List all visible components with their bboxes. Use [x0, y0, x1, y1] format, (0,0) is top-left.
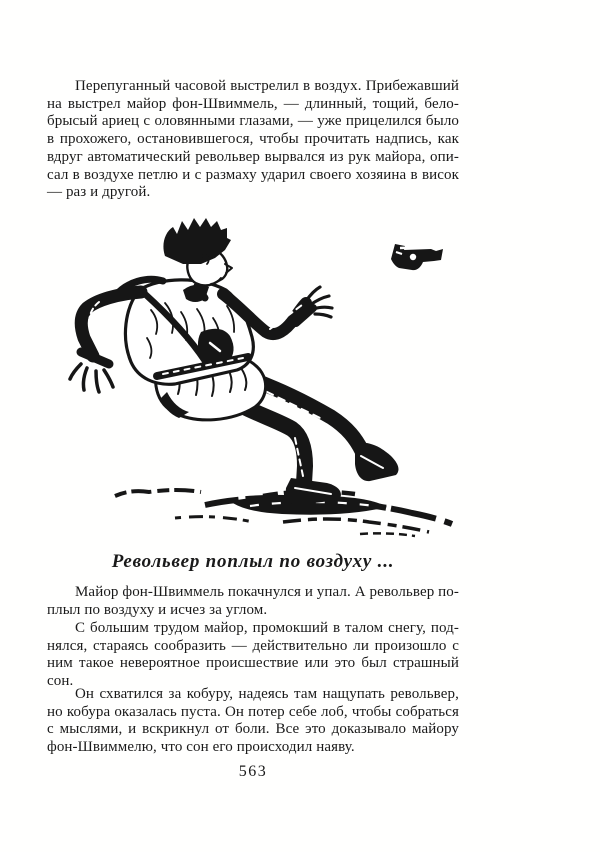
ground-shadow — [115, 490, 452, 536]
paragraph-4 — [47, 686, 459, 757]
text-line: Он схватился за кобуру, надеясь там нащупать револьвер, — [75, 686, 459, 702]
text-line: фон-Швиммелю, что сон его происходил наяву. — [47, 739, 355, 756]
text-line: в прохожего, остановившегося, чтобы прочитать надпись, как — [47, 131, 459, 148]
paragraph-1 — [47, 78, 459, 202]
text-line: сал в воздухе петлю и с размаху ударил своего хозяина в висок — [47, 166, 459, 183]
text-line: Перепуганный часовой выстрелил в воздух. Прибежавший — [75, 78, 459, 94]
text-line: на выстрел майор фон-Швиммель, — длинный, тощий, бело- — [47, 95, 459, 112]
paragraph-2 — [47, 584, 459, 619]
text-line: — раз и другой. — [47, 184, 151, 201]
text-line: вдруг автоматический револьвер вырвался из рук майора, опи- — [47, 148, 459, 165]
text-line: С большим трудом майор, промокший в талом снегу, под- — [75, 620, 459, 636]
left-hand — [70, 364, 113, 392]
text-line: с мыслями, и вскрикнул от боли. Все это доказывало майору — [47, 721, 459, 738]
text-line: но кобура оказалась пуста. Он потер себе лоб, чтобы собраться — [47, 703, 459, 720]
page-number: 563 — [238, 763, 268, 780]
text-line: сон. — [47, 673, 74, 690]
illustration-caption: Револьвер поплыл по воздуху ... — [111, 551, 395, 572]
text-line: плыл по воздуху и исчез за углом. — [47, 601, 268, 618]
text-line: нялся, стараясь сообразить — действительно ли произошло с — [47, 637, 459, 654]
falling-man — [70, 218, 398, 505]
pistol-icon — [391, 244, 443, 270]
text-line: брысый ариец с оловянными глазами, — уже прицелился было — [47, 113, 459, 130]
text-line: Майор фон-Швиммель покачнулся и упал. А револьвер по- — [75, 584, 459, 600]
paragraph-3 — [47, 620, 459, 691]
text-line: ним такое невероятное происшествие или это был страшный — [47, 655, 459, 672]
far-boot — [355, 443, 398, 481]
illustration-falling-man — [55, 206, 465, 541]
